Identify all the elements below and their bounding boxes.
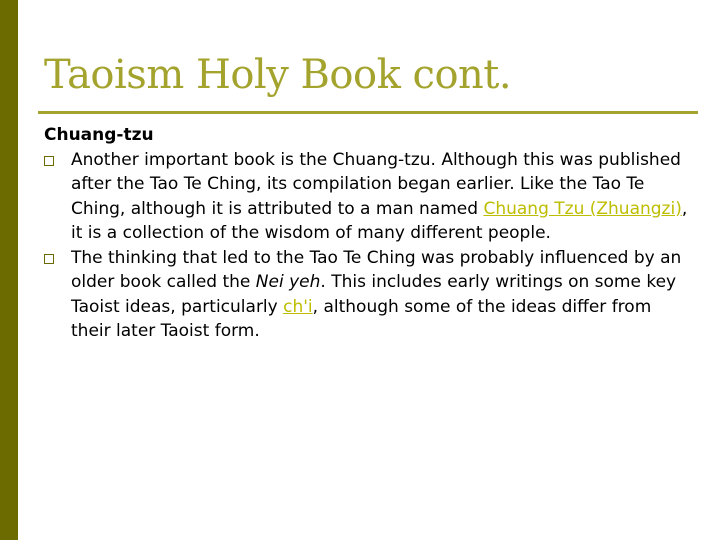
book-title-italic: Nei yeh bbox=[255, 272, 321, 292]
chuang-tzu-link[interactable]: Chuang Tzu (Zhuangzi) bbox=[483, 198, 682, 219]
bullet-text: The thinking that led to the Tao Te Ching was probably influenced by an older book called the bbox=[71, 247, 682, 292]
bullet-text: , it is a collection of the wisdom of many different people. bbox=[71, 198, 688, 243]
bullet-text: , although some of the ideas differ from their later Taoist form. bbox=[71, 296, 652, 341]
section-heading: Chuang-tzu bbox=[44, 125, 154, 145]
list-item bbox=[44, 148, 694, 246]
title-underline-divider bbox=[38, 111, 698, 114]
bullet-list bbox=[44, 148, 694, 344]
bullet-text: Another important book is the Chuang-tzu. Although this was published after the Tao Te Ching, its compilation began earlier. Like the Tao Te Ching, although it is attributed to a man named bbox=[71, 149, 681, 219]
square-bullet-icon bbox=[44, 246, 54, 273]
list-item bbox=[44, 246, 694, 344]
bullet-text: . This includes early writings on some key Taoist ideas, particularly bbox=[71, 272, 677, 317]
slide-body bbox=[44, 123, 694, 344]
square-bullet-icon bbox=[44, 148, 54, 175]
slide-title: Taoism Holy Book cont. bbox=[44, 52, 512, 98]
chi-link[interactable]: ch'i bbox=[283, 296, 313, 317]
left-accent-bar bbox=[0, 0, 18, 540]
